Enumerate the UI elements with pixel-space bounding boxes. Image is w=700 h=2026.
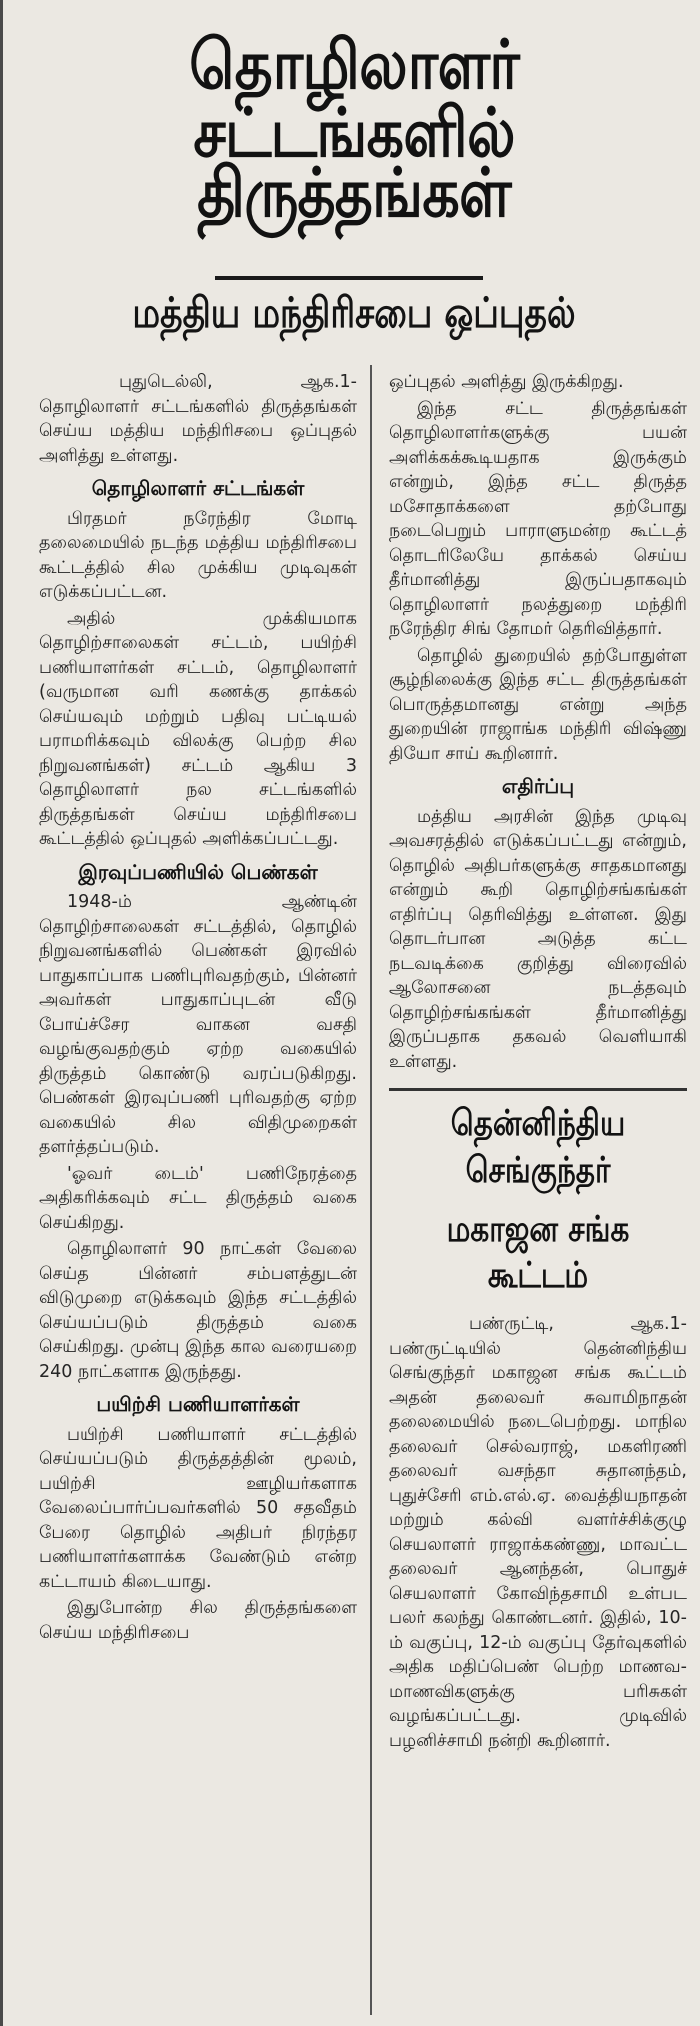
paragraph: தொழில் துறையில் தற்போதுள்ள சூழ்நிலைக்கு இந்த சட்ட திருத்தங்கள் பொருத்தமானது என்று அந்த துறையின் ராஜாங்க மந்திரி விஷ்ணு தியோ சாய் கூறினார்.	[389, 645, 687, 764]
paragraph: பிரதமர் நரேந்திர மோடி தலைமையில் நடந்த மத்திய மந்திரிசபை கூட்டத்தில் சில முக்கிய முடிவுகள் எடுக்கப்பட்டன.	[39, 508, 357, 602]
left-column	[39, 370, 357, 2016]
headline-line-1: தொழிலாளர் சட்டங்களில்	[189, 26, 519, 173]
section-heading-night-shift-women: இரவுப்பணியில் பெண்கள்	[78, 859, 318, 884]
paragraph: மத்திய அரசின் இந்த முடிவு அவசரத்தில் எடுக்கப்பட்டது என்றும், தொழில் அதிபர்களுக்கு சாதகமானது என்றும் கூறி தொழிற்சங்கங்கள் எதிர்ப்பு தெரிவித்து உள்ளன. இது தொடர்பான அடுத்த கட்ட நடவடிக்கை குறித்து விரைவில் ஆலோசனை நடத்தவும் தொழிற்சங்கங்கள் தீர்மானித்து இருப்பதாக தகவல் வெளியாகி உள்ளது.	[389, 806, 687, 1072]
story-separator	[389, 1088, 687, 1091]
column-divider	[370, 365, 372, 2015]
paragraph: தொழிலாளர் 90 நாட்கள் வேலை செய்த பின்னர் சம்பளத்துடன் விடுமுறை எடுக்கவும் இந்த சட்டத்தில் செய்யப்படும் திருத்தம் வகை செய்கிறது. முன்பு இந்த கால வரையறை 240 நாட்களாக இருந்தது.	[39, 1239, 357, 1382]
section-heading-labour-laws: தொழிலாளர் சட்டங்கள்	[91, 476, 305, 500]
paragraph: 'ஓவர் டைம்' பணிநேரத்தை அதிகரிக்கவும் சட்ட திருத்தம் வகை செய்கிறது.	[39, 1163, 357, 1233]
paragraph: ஒப்புதல் அளித்து இருக்கிறது.	[389, 372, 624, 392]
second-story-headline-2: மகாஜன சங்க கூட்டம்	[446, 1208, 630, 1297]
paragraph: அதில் முக்கியமாக தொழிற்சாலைகள் சட்டம், பயிற்சி பணியாளர்கள் சட்டம், தொழிலாளர் (வருமான வரி கணக்கு தாக்கல் செய்யவும் மற்றும் பதிவு பட்டியல் பராமரிக்கவும் விலக்கு பெற்ற சில நிறுவனங்கள்) சட்டம் ஆகிய 3 தொழிலாளர் நல சட்டங்களில் திருத்தங்கள் செய்ய மந்திரிசபை கூட்டத்தில் ஒப்புதல் அளிக்கப்பட்டது.	[39, 608, 357, 849]
paragraph: இதுபோன்ற சில திருத்தங்களை செய்ய மந்திரிசபை	[39, 1598, 357, 1643]
right-column	[389, 370, 687, 2016]
section-heading-apprentices: பயிற்சி பணியாளர்கள்	[96, 1392, 300, 1416]
headline-line-2: திருத்தங்கள்	[197, 154, 511, 233]
dateline-paragraph: புதுடெல்லி, ஆக.1- தொழிலாளர் சட்டங்களில் திருத்தங்கள் செய்ய மத்திய மந்திரிசபை ஒப்புதல் அளித்து உள்ளது.	[39, 372, 357, 466]
paragraph: பண்ருட்டி, ஆக.1- பண்ருட்டியில் தென்னிந்திய செங்குந்தர் மகாஜன சங்க கூட்டம் அதன் தலைவர் சுவாமிநாதன் தலைமையில் நடைபெற்றது. மாநில தலைவர் செல்வராஜ், மகளிரணி தலைவர் வசந்தா சுதானந்தம், புதுச்சேரி எம்.எல்.ஏ. வைத்தியநாதன் மற்றும் கல்வி வளர்ச்சிக்குழு செயலாளர் ராஜாக்கண்ணு, மாவட்ட தலைவர் ஆனந்தன், பொதுச் செயலாளர் கோவிந்தசாமி உள்பட பலர் கலந்து கொண்டனர். இதில், 10-ம் வகுப்பு, 12-ம் வகுப்பு தேர்வுகளில் அதிக மதிப்பெண் பெற்ற மாணவ-மாணவிகளுக்கு பரிசுகள் வழங்கப்பட்டது. முடிவில் பழனிச்சாமி நன்றி கூறினார்.	[389, 1314, 687, 1751]
subheading: மத்திய மந்திரிசபை ஒப்புதல்	[132, 288, 576, 337]
paragraph: இந்த சட்ட திருத்தங்கள் தொழிலாளர்களுக்கு பயன் அளிக்கக்கூடியதாக இருக்கும் என்றும், இந்த சட்ட திருத்த மசோதாக்களை தற்போது நடைபெறும் பாராளுமன்ற கூட்டத் தொடரிலேயே தாக்கல் செய்ய தீர்மானித்து இருப்பதாகவும் தொழிலாளர் நலத்துறை மந்திரி நரேந்திர சிங் தோமர் தெரிவித்தார்.	[389, 398, 687, 639]
headline-rule	[215, 276, 483, 280]
second-story-headline-1: தென்னிந்திய செங்குந்தர்	[450, 1103, 626, 1191]
section-heading-opposition: எதிர்ப்பு	[501, 774, 575, 798]
paragraph: பயிற்சி பணியாளர் சட்டத்தில் செய்யப்படும் திருத்தத்தின் மூலம், பயிற்சி ஊழியர்களாக வேலைப்பார்ப்பவர்களில் 50 சதவீதம் பேரை தொழில் அதிபர் நிரந்தர பணியாளர்களாக்க வேண்டும் என்ற கட்டாயம் கிடையாது.	[39, 1424, 357, 1592]
paragraph: 1948-ம் ஆண்டின் தொழிற்சாலைகள் சட்டத்தில், தொழில் நிறுவனங்களில் பெண்கள் இரவில் பாதுகாப்பாக பணிபுரிவதற்கும், பின்னர் அவர்கள் பாதுகாப்புடன் வீடு போய்ச்சேர வாகன வசதி வழங்குவதற்கும் ஏற்ற வகையில் திருத்தம் கொண்டு வரப்படுகிறது. பெண்கள் இரவுப்பணி புரிவதற்கு ஏற்ற வகையில் சில விதிமுறைகள் தளர்த்தப்படும்.	[39, 892, 357, 1157]
